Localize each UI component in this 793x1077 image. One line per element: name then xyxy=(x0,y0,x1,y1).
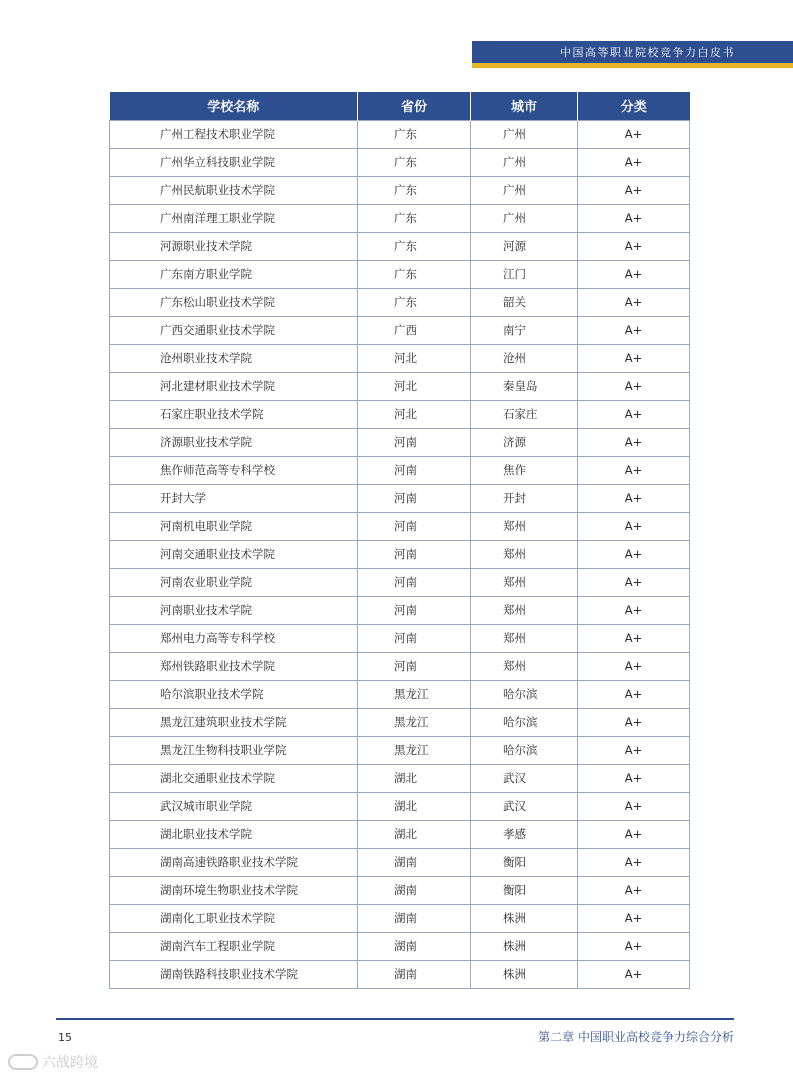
city-cell: 河源 xyxy=(471,232,578,260)
province-cell: 河南 xyxy=(358,484,471,512)
school-name-cell: 沧州职业技术学院 xyxy=(110,344,358,372)
city-cell: 郑州 xyxy=(471,512,578,540)
city-cell: 济源 xyxy=(471,428,578,456)
school-ranking-table xyxy=(109,92,690,989)
category-cell: A+ xyxy=(578,372,690,400)
chapter-title: 第二章 中国职业高校竞争力综合分析 xyxy=(538,1030,734,1044)
province-cell: 湖南 xyxy=(358,904,471,932)
category-cell: A+ xyxy=(578,904,690,932)
province-cell: 湖南 xyxy=(358,932,471,960)
category-cell: A+ xyxy=(578,232,690,260)
category-cell: A+ xyxy=(578,736,690,764)
table-row xyxy=(110,568,690,596)
province-cell: 河南 xyxy=(358,512,471,540)
table-row xyxy=(110,764,690,792)
province-cell: 湖北 xyxy=(358,820,471,848)
page-number: 15 xyxy=(58,1031,72,1044)
school-name-cell: 广西交通职业技术学院 xyxy=(110,316,358,344)
school-name-cell: 黑龙江建筑职业技术学院 xyxy=(110,708,358,736)
category-cell: A+ xyxy=(578,708,690,736)
table-row xyxy=(110,792,690,820)
table-row xyxy=(110,316,690,344)
category-cell: A+ xyxy=(578,624,690,652)
city-cell: 广州 xyxy=(471,148,578,176)
document-title: 中国高等职业院校竞争力白皮书 xyxy=(560,46,735,59)
city-cell: 哈尔滨 xyxy=(471,736,578,764)
table-row xyxy=(110,736,690,764)
school-name-cell: 湖北职业技术学院 xyxy=(110,820,358,848)
school-name-cell: 河北建材职业技术学院 xyxy=(110,372,358,400)
school-name-cell: 哈尔滨职业技术学院 xyxy=(110,680,358,708)
city-cell: 广州 xyxy=(471,120,578,148)
category-cell: A+ xyxy=(578,288,690,316)
province-cell: 广西 xyxy=(358,316,471,344)
province-cell: 河南 xyxy=(358,428,471,456)
province-cell: 河南 xyxy=(358,624,471,652)
city-cell: 焦作 xyxy=(471,456,578,484)
province-cell: 广东 xyxy=(358,288,471,316)
column-header-category: 分类 xyxy=(578,92,690,120)
province-cell: 湖北 xyxy=(358,764,471,792)
school-name-cell: 河南机电职业学院 xyxy=(110,512,358,540)
city-cell: 广州 xyxy=(471,176,578,204)
category-cell: A+ xyxy=(578,484,690,512)
category-cell: A+ xyxy=(578,680,690,708)
school-name-cell: 湖南环境生物职业技术学院 xyxy=(110,876,358,904)
school-name-cell: 黑龙江生物科技职业学院 xyxy=(110,736,358,764)
table-row xyxy=(110,820,690,848)
watermark xyxy=(8,1052,98,1072)
city-cell: 郑州 xyxy=(471,624,578,652)
category-cell: A+ xyxy=(578,960,690,988)
table-row xyxy=(110,540,690,568)
school-name-cell: 河源职业技术学院 xyxy=(110,232,358,260)
school-name-cell: 广州工程技术职业学院 xyxy=(110,120,358,148)
category-cell: A+ xyxy=(578,316,690,344)
table-row xyxy=(110,624,690,652)
table-row xyxy=(110,876,690,904)
category-cell: A+ xyxy=(578,540,690,568)
city-cell: 武汉 xyxy=(471,792,578,820)
province-cell: 湖南 xyxy=(358,960,471,988)
category-cell: A+ xyxy=(578,820,690,848)
category-cell: A+ xyxy=(578,568,690,596)
province-cell: 河南 xyxy=(358,540,471,568)
table-row xyxy=(110,960,690,988)
category-cell: A+ xyxy=(578,932,690,960)
table-row xyxy=(110,148,690,176)
city-cell: 哈尔滨 xyxy=(471,708,578,736)
category-cell: A+ xyxy=(578,792,690,820)
city-cell: 南宁 xyxy=(471,316,578,344)
city-cell: 株洲 xyxy=(471,960,578,988)
city-cell: 郑州 xyxy=(471,568,578,596)
province-cell: 黑龙江 xyxy=(358,680,471,708)
table-row xyxy=(110,708,690,736)
school-name-cell: 湖南高速铁路职业技术学院 xyxy=(110,848,358,876)
city-cell: 郑州 xyxy=(471,540,578,568)
table-row xyxy=(110,428,690,456)
category-cell: A+ xyxy=(578,512,690,540)
table-row xyxy=(110,932,690,960)
province-cell: 湖南 xyxy=(358,876,471,904)
table-row xyxy=(110,512,690,540)
province-cell: 广东 xyxy=(358,260,471,288)
watermark-logo-icon xyxy=(8,1054,38,1070)
city-cell: 广州 xyxy=(471,204,578,232)
province-cell: 河南 xyxy=(358,568,471,596)
table-row xyxy=(110,904,690,932)
table-row xyxy=(110,288,690,316)
province-cell: 河北 xyxy=(358,372,471,400)
province-cell: 广东 xyxy=(358,148,471,176)
table-row xyxy=(110,260,690,288)
table-row xyxy=(110,372,690,400)
province-cell: 黑龙江 xyxy=(358,708,471,736)
city-cell: 开封 xyxy=(471,484,578,512)
city-cell: 孝感 xyxy=(471,820,578,848)
school-name-cell: 湖南化工职业技术学院 xyxy=(110,904,358,932)
city-cell: 郑州 xyxy=(471,652,578,680)
province-cell: 湖南 xyxy=(358,848,471,876)
city-cell: 韶关 xyxy=(471,288,578,316)
city-cell: 衡阳 xyxy=(471,848,578,876)
category-cell: A+ xyxy=(578,764,690,792)
table-row xyxy=(110,120,690,148)
school-name-cell: 湖南铁路科技职业技术学院 xyxy=(110,960,358,988)
province-cell: 广东 xyxy=(358,176,471,204)
city-cell: 秦皇岛 xyxy=(471,372,578,400)
table-row xyxy=(110,456,690,484)
school-name-cell: 广东南方职业学院 xyxy=(110,260,358,288)
province-cell: 河北 xyxy=(358,400,471,428)
category-cell: A+ xyxy=(578,596,690,624)
school-name-cell: 河南交通职业技术学院 xyxy=(110,540,358,568)
city-cell: 株洲 xyxy=(471,904,578,932)
province-cell: 河南 xyxy=(358,652,471,680)
school-name-cell: 郑州铁路职业技术学院 xyxy=(110,652,358,680)
category-cell: A+ xyxy=(578,428,690,456)
school-name-cell: 湖北交通职业技术学院 xyxy=(110,764,358,792)
city-cell: 郑州 xyxy=(471,596,578,624)
table-row xyxy=(110,344,690,372)
table-row xyxy=(110,652,690,680)
school-name-cell: 武汉城市职业学院 xyxy=(110,792,358,820)
header-band xyxy=(472,41,793,63)
school-name-cell: 广州南洋理工职业学院 xyxy=(110,204,358,232)
province-cell: 河南 xyxy=(358,596,471,624)
province-cell: 河北 xyxy=(358,344,471,372)
category-cell: A+ xyxy=(578,204,690,232)
table-row xyxy=(110,484,690,512)
column-header-province: 省份 xyxy=(358,92,471,120)
category-cell: A+ xyxy=(578,120,690,148)
school-name-cell: 开封大学 xyxy=(110,484,358,512)
province-cell: 黑龙江 xyxy=(358,736,471,764)
city-cell: 哈尔滨 xyxy=(471,680,578,708)
table-row xyxy=(110,232,690,260)
table-row xyxy=(110,204,690,232)
table-row xyxy=(110,400,690,428)
category-cell: A+ xyxy=(578,400,690,428)
city-cell: 武汉 xyxy=(471,764,578,792)
category-cell: A+ xyxy=(578,260,690,288)
category-cell: A+ xyxy=(578,848,690,876)
header-accent-bar xyxy=(472,63,793,68)
province-cell: 广东 xyxy=(358,204,471,232)
table-row xyxy=(110,848,690,876)
school-name-cell: 焦作师范高等专科学校 xyxy=(110,456,358,484)
category-cell: A+ xyxy=(578,148,690,176)
column-header-school-name: 学校名称 xyxy=(110,92,358,120)
province-cell: 广东 xyxy=(358,120,471,148)
city-cell: 江门 xyxy=(471,260,578,288)
city-cell: 衡阳 xyxy=(471,876,578,904)
school-name-cell: 郑州电力高等专科学校 xyxy=(110,624,358,652)
table-header-row xyxy=(110,92,690,120)
category-cell: A+ xyxy=(578,456,690,484)
column-header-city: 城市 xyxy=(471,92,578,120)
category-cell: A+ xyxy=(578,176,690,204)
school-name-cell: 广州民航职业技术学院 xyxy=(110,176,358,204)
category-cell: A+ xyxy=(578,652,690,680)
school-name-cell: 湖南汽车工程职业学院 xyxy=(110,932,358,960)
city-cell: 沧州 xyxy=(471,344,578,372)
province-cell: 广东 xyxy=(358,232,471,260)
school-name-cell: 济源职业技术学院 xyxy=(110,428,358,456)
province-cell: 河南 xyxy=(358,456,471,484)
table-row xyxy=(110,176,690,204)
school-name-cell: 广东松山职业技术学院 xyxy=(110,288,358,316)
city-cell: 石家庄 xyxy=(471,400,578,428)
table-body xyxy=(110,120,690,988)
table-row xyxy=(110,596,690,624)
school-name-cell: 河南职业技术学院 xyxy=(110,596,358,624)
watermark-text: 六战跨境 xyxy=(42,1055,98,1071)
category-cell: A+ xyxy=(578,876,690,904)
table-row xyxy=(110,680,690,708)
province-cell: 湖北 xyxy=(358,792,471,820)
footer-rule xyxy=(56,1018,734,1020)
city-cell: 株洲 xyxy=(471,932,578,960)
school-name-cell: 石家庄职业技术学院 xyxy=(110,400,358,428)
category-cell: A+ xyxy=(578,344,690,372)
school-name-cell: 河南农业职业学院 xyxy=(110,568,358,596)
school-name-cell: 广州华立科技职业学院 xyxy=(110,148,358,176)
